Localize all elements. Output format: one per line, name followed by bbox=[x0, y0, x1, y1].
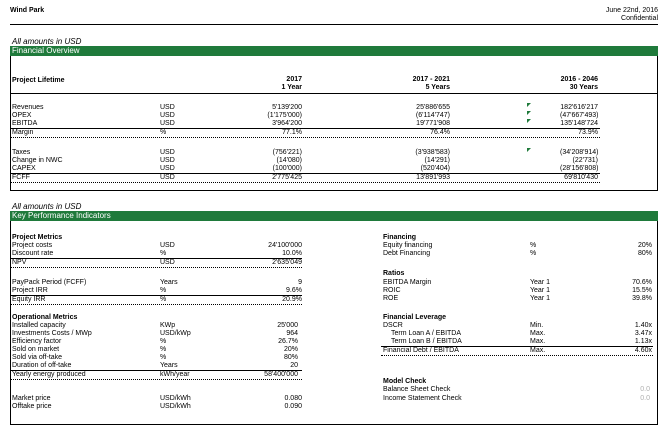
comment-flag-icon[interactable] bbox=[527, 119, 531, 123]
fcff-2017-2021: 13'891'993 bbox=[416, 174, 450, 181]
operational-metrics-title: Operational Metrics bbox=[12, 314, 78, 321]
margin-dotted-rule bbox=[10, 137, 600, 138]
ebitda-2017: 3'964'200 bbox=[272, 120, 302, 127]
debt-financing-label: Debt Financing bbox=[383, 250, 431, 257]
roic-label: ROIC bbox=[383, 287, 401, 294]
project-irr-label: Project IRR bbox=[12, 287, 48, 294]
financial-debt-value: 4.60x bbox=[634, 347, 652, 354]
sold-offtake-label: Sold via off-take bbox=[12, 354, 63, 361]
taxes-2016-2046: (34'208'914) bbox=[560, 149, 599, 156]
dscr-label: DSCR bbox=[383, 322, 403, 329]
dscr-unit: Min. bbox=[530, 322, 544, 329]
ebitda-label: EBITDA bbox=[12, 120, 38, 127]
nwc-2016-2046: (22'731) bbox=[572, 157, 598, 164]
margin-2017-2021: 76.4% bbox=[430, 129, 450, 136]
npv-dotted-rule bbox=[10, 267, 302, 268]
comment-flag-icon[interactable] bbox=[527, 103, 531, 107]
investment-costs-label: Investments Costs / MWp bbox=[12, 330, 92, 337]
confidential-label: Confidential bbox=[621, 15, 658, 22]
payback-label: PayPack Period (FCFF) bbox=[12, 279, 87, 286]
opex-2017-2021: (6'114'747) bbox=[415, 112, 450, 119]
investment-costs-value: 964 bbox=[286, 330, 298, 337]
revenues-2016-2046: 182'616'217 bbox=[560, 104, 598, 111]
income-statement-check-label: Income Statement Check bbox=[383, 395, 462, 402]
report-date: June 22nd, 2016 bbox=[605, 7, 658, 14]
efficiency-factor-unit: % bbox=[160, 338, 167, 345]
debt-financing-unit: % bbox=[530, 250, 537, 257]
overview-header-rule bbox=[10, 93, 658, 94]
roe-label: ROE bbox=[383, 295, 399, 302]
financial-debt-unit: Max. bbox=[530, 347, 546, 354]
term-loan-a-unit: Max. bbox=[530, 330, 546, 337]
opex-label: OPEX bbox=[12, 112, 32, 119]
comment-flag-icon[interactable] bbox=[527, 111, 531, 115]
ebitda-2016-2046: 135'148'724 bbox=[560, 120, 598, 127]
offtake-price-unit: USD/kWh bbox=[160, 403, 191, 410]
ebitda-margin-unit: Year 1 bbox=[530, 279, 550, 286]
term-loan-b-unit: Max. bbox=[530, 338, 546, 345]
nwc-2017-2021: (14'291) bbox=[424, 157, 450, 164]
col3-header-top: 2016 - 2046 bbox=[560, 76, 598, 83]
ebitda-2017-2021: 19'771'908 bbox=[416, 120, 450, 127]
model-check-title: Model Check bbox=[383, 378, 427, 385]
equity-financing-value: 20% bbox=[637, 242, 652, 249]
npv-value: 2'635'049 bbox=[272, 259, 302, 266]
market-price-value: 0.080 bbox=[284, 395, 302, 402]
ebitda-rule bbox=[10, 128, 600, 129]
debt-financing-value: 80% bbox=[637, 250, 652, 257]
financial-debt-dotted-rule bbox=[381, 355, 653, 356]
capex-2016-2046: (28'156'808) bbox=[560, 165, 599, 172]
fcff-2017: 2'775'425 bbox=[272, 174, 302, 181]
revenues-2017-2021: 25'886'655 bbox=[416, 104, 450, 111]
term-loan-b-label: Term Loan B / EBITDA bbox=[391, 338, 462, 345]
term-loan-a-value: 3.47x bbox=[634, 330, 652, 337]
col3-header-bottom: 30 Years bbox=[569, 84, 598, 91]
nwc-unit: USD bbox=[160, 157, 175, 164]
capex-2017: (100'000) bbox=[272, 165, 302, 172]
revenues-2017: 5'139'200 bbox=[272, 104, 302, 111]
energy-produced-unit: kWh/year bbox=[160, 371, 190, 378]
revenues-unit: USD bbox=[160, 104, 175, 111]
project-costs-value: 24'100'000 bbox=[268, 242, 302, 249]
fcff-dotted-rule bbox=[10, 182, 600, 183]
npv-unit: USD bbox=[160, 259, 175, 266]
term-loan-a-label: Term Loan A / EBITDA bbox=[391, 330, 462, 337]
offtake-price-value: 0.090 bbox=[284, 403, 302, 410]
market-price-label: Market price bbox=[12, 395, 51, 402]
capex-label: CAPEX bbox=[12, 165, 36, 172]
ratios-title: Ratios bbox=[383, 270, 405, 277]
project-metrics-title: Project Metrics bbox=[12, 234, 63, 241]
ebitda-margin-value: 70.6% bbox=[632, 279, 652, 286]
installed-capacity-value: 25'000 bbox=[277, 322, 298, 329]
roe-unit: Year 1 bbox=[530, 295, 550, 302]
margin-2017: 77.1% bbox=[282, 129, 302, 136]
ebitda-margin-label: EBITDA Margin bbox=[383, 279, 432, 286]
capex-rule bbox=[10, 173, 600, 174]
discount-rate-unit: % bbox=[160, 250, 167, 257]
opex-unit: USD bbox=[160, 112, 175, 119]
market-price-unit: USD/kWh bbox=[160, 395, 191, 402]
equity-irr-dotted-rule bbox=[10, 304, 302, 305]
sold-market-value: 20% bbox=[283, 346, 298, 353]
equity-irr-unit: % bbox=[160, 296, 167, 303]
efficiency-factor-value: 26.7% bbox=[278, 338, 298, 345]
overview-title: Financial Overview bbox=[12, 46, 80, 55]
fcff-2016-2046: 69'810'430 bbox=[564, 174, 598, 181]
financial-debt-label: Financial Debt / EBITDA bbox=[383, 347, 459, 354]
project-irr-value: 9.6% bbox=[286, 287, 302, 294]
investment-costs-unit: USD/kWp bbox=[160, 330, 191, 337]
offtake-duration-label: Duration of off-take bbox=[12, 362, 72, 369]
balance-sheet-check-value: 0.0 bbox=[640, 386, 650, 393]
installed-capacity-unit: KWp bbox=[160, 322, 176, 329]
discount-rate-label: Discount rate bbox=[12, 250, 54, 257]
nwc-2017: (14'080) bbox=[276, 157, 302, 164]
kpi-caption: All amounts in USD bbox=[12, 202, 82, 211]
fcff-unit: USD bbox=[160, 174, 175, 181]
term-loan-b-value: 1.13x bbox=[634, 338, 652, 345]
capex-2017-2021: (520'404) bbox=[420, 165, 450, 172]
financing-title: Financing bbox=[383, 234, 417, 241]
equity-irr-value: 20.9% bbox=[282, 296, 302, 303]
offtake-duration-unit: Years bbox=[160, 362, 178, 369]
equity-financing-label: Equity financing bbox=[383, 242, 433, 249]
margin-2016-2046: 73.9% bbox=[578, 129, 598, 136]
taxes-label: Taxes bbox=[12, 149, 31, 156]
equity-irr-label: Equity IRR bbox=[12, 296, 46, 303]
taxes-2017: (756'221) bbox=[272, 149, 302, 156]
income-statement-check-value: 0.0 bbox=[640, 395, 650, 402]
ebitda-unit: USD bbox=[160, 120, 175, 127]
project-costs-unit: USD bbox=[160, 242, 175, 249]
nwc-label: Change in NWC bbox=[12, 157, 63, 164]
energy-produced-label: Yearly energy produced bbox=[12, 371, 86, 378]
offtake-price-label: Offtake price bbox=[12, 403, 52, 410]
opex-2016-2046: (47'667'493) bbox=[560, 112, 599, 119]
project-lifetime-label: Project Lifetime bbox=[12, 77, 65, 84]
revenues-label: Revenues bbox=[12, 104, 44, 111]
efficiency-factor-label: Efficiency factor bbox=[12, 338, 62, 345]
npv-label: NPV bbox=[12, 259, 27, 266]
taxes-2017-2021: (3'938'583) bbox=[415, 149, 450, 156]
installed-capacity-label: Installed capacity bbox=[12, 322, 66, 329]
balance-sheet-check-label: Balance Sheet Check bbox=[383, 386, 451, 393]
energy-dotted-rule bbox=[10, 379, 302, 380]
sold-market-unit: % bbox=[160, 346, 167, 353]
fcff-label: FCFF bbox=[12, 174, 30, 181]
overview-caption: All amounts in USD bbox=[12, 37, 82, 46]
overview-section-bar bbox=[10, 46, 658, 56]
dscr-value: 1.40x bbox=[634, 322, 652, 329]
kpi-box bbox=[10, 221, 658, 425]
col2-header-bottom: 5 Years bbox=[425, 84, 450, 91]
payback-unit: Years bbox=[160, 279, 178, 286]
kpi-section-bar bbox=[10, 211, 658, 221]
discount-rate-value: 10.0% bbox=[282, 250, 302, 257]
roic-unit: Year 1 bbox=[530, 287, 550, 294]
sold-offtake-value: 80% bbox=[283, 354, 298, 361]
payback-value: 9 bbox=[298, 279, 302, 286]
report-title: Wind Park bbox=[10, 7, 45, 14]
comment-flag-icon[interactable] bbox=[527, 148, 531, 152]
equity-financing-unit: % bbox=[530, 242, 537, 249]
energy-produced-value: 58'400'000 bbox=[264, 371, 298, 378]
sold-market-label: Sold on market bbox=[12, 346, 60, 353]
col1-header-top: 2017 bbox=[286, 76, 302, 83]
roe-value: 39.8% bbox=[632, 295, 652, 302]
kpi-title: Key Performance Indicators bbox=[12, 211, 111, 220]
financial-leverage-title: Financial Leverage bbox=[383, 314, 447, 321]
col1-header-bottom: 1 Year bbox=[281, 84, 302, 91]
margin-label: Margin bbox=[12, 129, 34, 136]
margin-unit: % bbox=[160, 129, 167, 136]
sold-offtake-unit: % bbox=[160, 354, 167, 361]
header-rule bbox=[10, 24, 658, 25]
taxes-unit: USD bbox=[160, 149, 175, 156]
roic-value: 15.5% bbox=[632, 287, 652, 294]
offtake-duration-value: 20 bbox=[290, 362, 298, 369]
col2-header-top: 2017 - 2021 bbox=[412, 76, 450, 83]
capex-unit: USD bbox=[160, 165, 175, 172]
opex-2017: (1'175'000) bbox=[267, 112, 302, 119]
project-irr-unit: % bbox=[160, 287, 167, 294]
project-costs-label: Project costs bbox=[12, 242, 53, 249]
